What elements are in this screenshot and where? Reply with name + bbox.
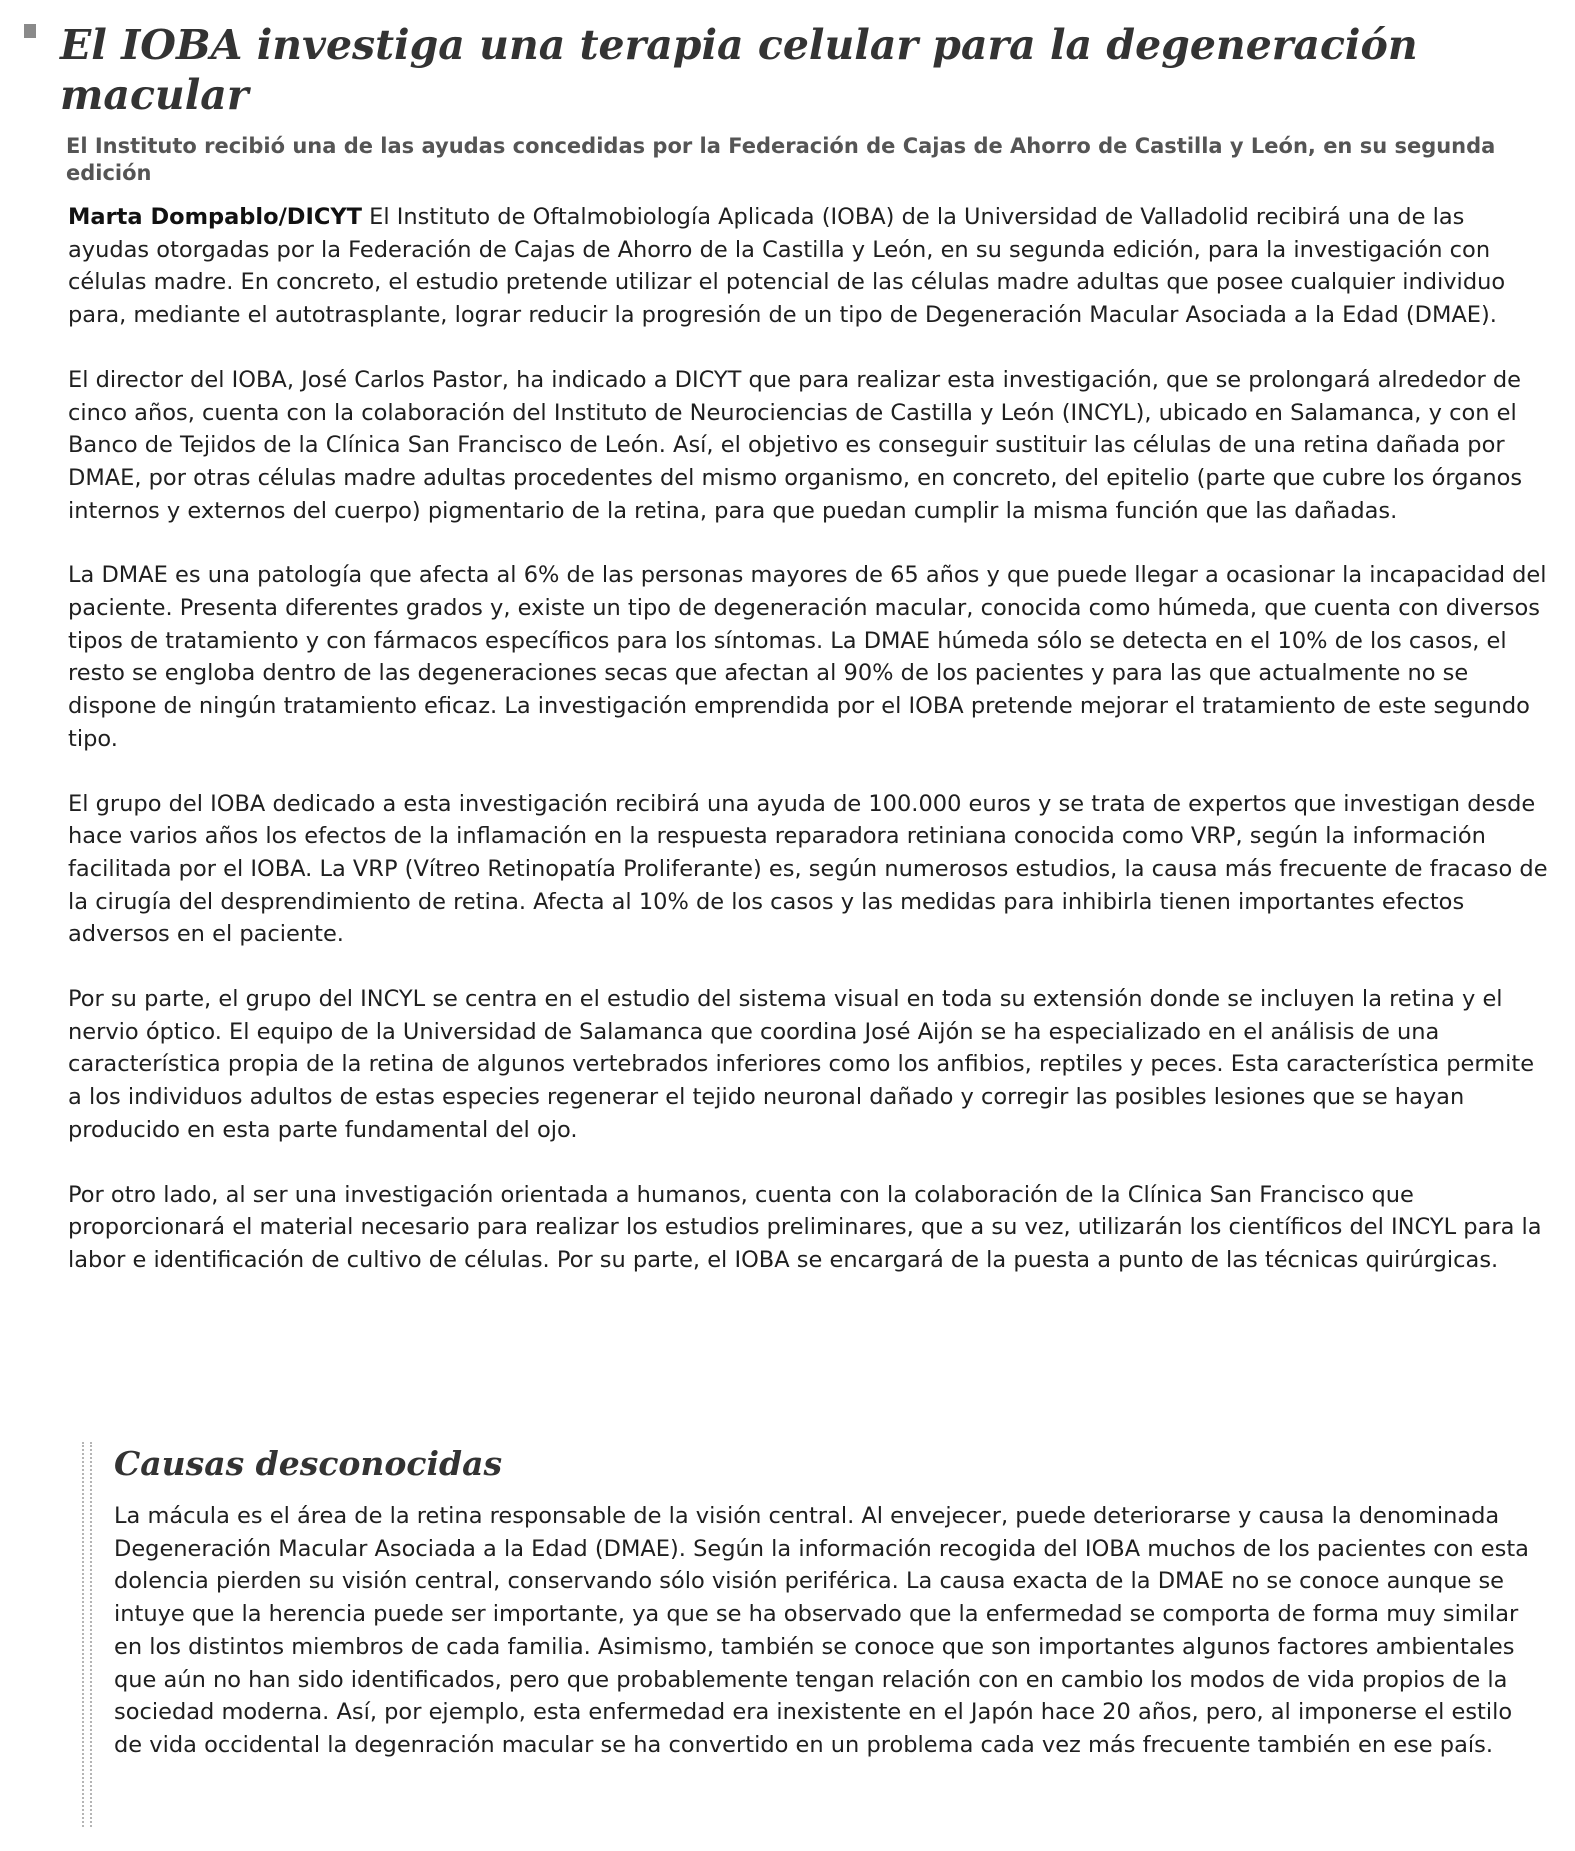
article-paragraph: El grupo del IOBA dedicado a esta investigación recibirá una ayuda de 100.000 euros y se trata de expertos que investigan desde hace varios años los efectos de la inflamación en la respuesta reparadora retiniana conocida como VRP, según la información facilitada por el IOBA. La VRP (Vítreo Retinopatía Proliferante) es, según numerosos estudios, la causa más frecuente de fracaso de la cirugía del desprendimiento de retina. Afecta al 10% de los casos y las medidas para inhibirla tienen importantes efectos adversos en el paciente. (68, 790, 1548, 948)
sidebar-text: La mácula es el área de la retina responsable de la visión central. Al envejecer, puede deteriorarse y causa la denominada Degeneración Macular Asociada a la Edad (DMAE). Según la información recogida del IOBA muchos de los pacientes con esta dolencia pierden su visión central, conservando sólo visión periférica. La causa exacta de la DMAE no se conoce aunque se intuye que la herencia puede ser importante, ya que se ha observado que la enfermedad se comporta de forma muy similar en los distintos miembros de cada familia. Asimismo, también se conoce que son importantes algunos factores ambientales que aún no han sido identificados, pero que probablemente tengan relación con en cambio los modos de vida propios de la sociedad moderna. Así, por ejemplo, esta enfermedad era inexistente en el Japón hace 20 años, pero, al imponerse el estilo de vida occidental la degenración macular se ha convertido en un problema cada vez más frecuente también en ese país. (114, 1503, 1529, 1758)
article-byline: Marta Dompablo/DICYT (68, 204, 363, 230)
article-paragraph-text: El Instituto de Oftalmobiología Aplicada (IOBA) de la Universidad de Valladolid recibirá una de las ayudas otorgadas por la Federación de Cajas de Ahorro de la Castilla y León, en su segunda edición, para la investigación con células madre. En concreto, el estudio pretende utilizar el potencial de las células madre adultas que posee cualquier individuo para, mediante el autotrasplante, lograr reducir la progresión de un tipo de Degeneración Macular Asociada a la Edad (DMAE). (68, 204, 1506, 329)
square-bullet-icon (24, 24, 36, 38)
sidebar-box (82, 1442, 1552, 1827)
dotted-rule (82, 1442, 92, 1827)
sidebar-title: Causas desconocidas (114, 1444, 503, 1483)
article-headline: El IOBA investiga una terapia celular para la degeneración macular (60, 21, 1418, 119)
article-subtitle: El Instituto recibió una de las ayudas concedidas por la Federación de Cajas de Ahorro de Castilla y León, en su segunda edición (66, 134, 1496, 185)
article-paragraph: Por su parte, el grupo del INCYL se centra en el estudio del sistema visual en toda su extensión donde se incluyen la retina y el nervio óptico. El equipo de la Universidad de Salamanca que coordina José Aijón se ha especializado en el análisis de una característica propia de la retina de algunos vertebrados inferiores como los anfibios, reptiles y peces. Esta característica permite a los individuos adultos de estas especies regenerar el tejido neuronal dañado y corregir las posibles lesiones que se hayan producido en esta parte fundamental del ojo. (68, 986, 1535, 1143)
article-paragraph: El director del IOBA, José Carlos Pastor, ha indicado a DICYT que para realizar esta investigación, que se prolongará alrededor de cinco años, cuenta con la colaboración del Instituto de Neurociencias de Castilla y León (INCYL), ubicado en Salamanca, y con el Banco de Tejidos de la Clínica San Francisco de León. Así, el objetivo es conseguir sustituir las células de una retina dañada por DMAE, por otras células madre adultas procedentes del mismo organismo, en concreto, del epitelio (parte que cubre los órganos internos y externos del cuerpo) pigmentario de la retina, para que puedan cumplir la misma función que las dañadas. (68, 366, 1523, 524)
article-paragraph: La DMAE es una patología que afecta al 6% de las personas mayores de 65 años y que puede llegar a ocasionar la incapacidad del paciente. Presenta diferentes grados y, existe un tipo de degeneración macular, conocida como húmeda, que cuenta con diversos tipos de tratamiento y con fármacos específicos para los síntomas. La DMAE húmeda sólo se detecta en el 10% de los casos, el resto se engloba dentro de las degeneraciones secas que afectan al 90% de los pacientes y para las que actualmente no se dispone de ningún tratamiento eficaz. La investigación emprendida por el IOBA pretende mejorar el tratamiento de este segundo tipo. (68, 562, 1547, 752)
article-paragraph: Por otro lado, al ser una investigación orientada a humanos, cuenta con la colaboración de la Clínica San Francisco que proporcionará el material necesario para realizar los estudios preliminares, que a su vez, utilizarán los científicos del INCYL para la labor e identificación de cultivo de células. Por su parte, el IOBA se encargará de la puesta a punto de las técnicas quirúrgicas. (68, 1181, 1542, 1273)
article-body (68, 201, 1548, 1309)
article-paragraph (68, 201, 1548, 332)
